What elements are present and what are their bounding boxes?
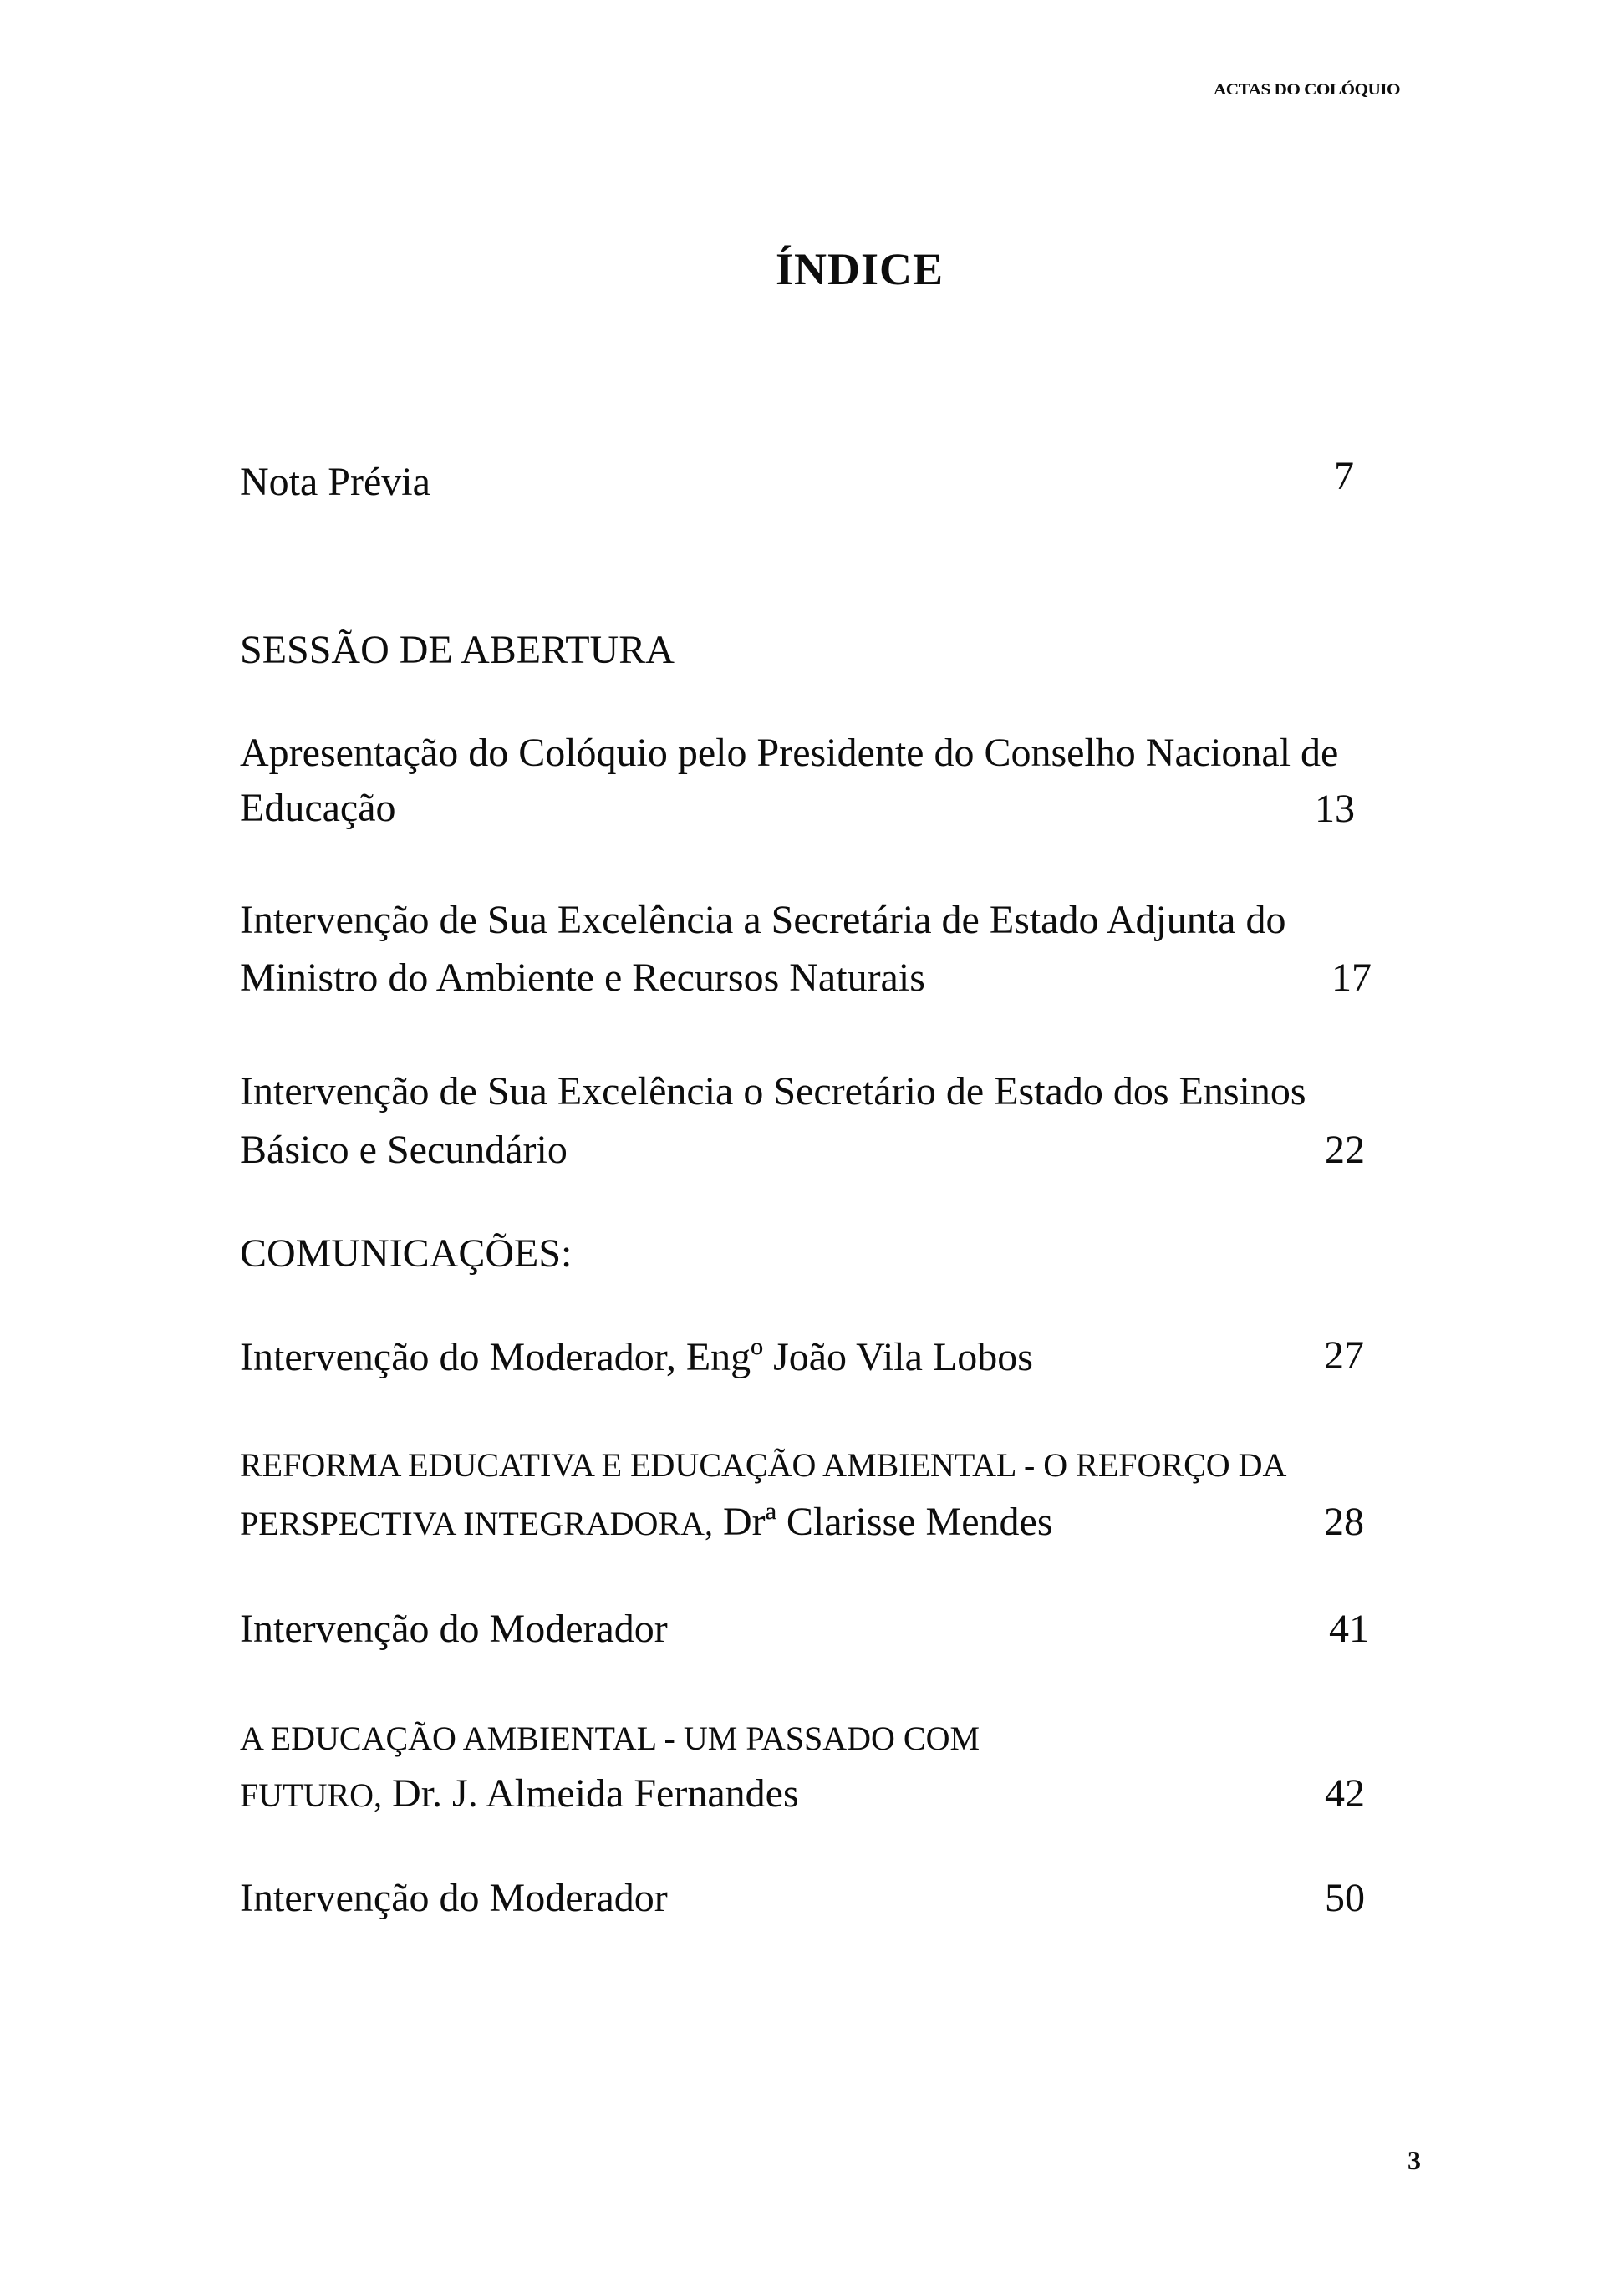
page-number: 3 bbox=[1408, 2145, 1421, 2175]
toc-entry-author: Drª Clarisse Mendes bbox=[713, 1500, 1053, 1544]
toc-entry-text: Básico e Secundário bbox=[240, 1128, 568, 1172]
toc-entry-text: Ministro do Ambiente e Recursos Naturais bbox=[240, 955, 925, 1000]
toc-entry-text: Apresentação do Colóquio pelo Presidente do Conselho Nacional de bbox=[240, 731, 1339, 775]
toc-page-number: 50 bbox=[1325, 1876, 1365, 1920]
toc-entry-title: PERSPECTIVA INTEGRADORA, bbox=[240, 1505, 713, 1542]
toc-entry-text bbox=[240, 1502, 1053, 1542]
toc-entry-text: Intervenção de Sua Excelência o Secretário de Estado dos Ensinos bbox=[240, 1069, 1306, 1113]
section-heading-comunicacoes: COMUNICAÇÕES: bbox=[240, 1231, 573, 1276]
toc-entry-text: REFORMA EDUCATIVA E EDUCAÇÃO AMBIENTAL - O REFORÇO DA bbox=[240, 1446, 1287, 1484]
toc-page-number: 17 bbox=[1331, 955, 1372, 1000]
toc-page-number: 41 bbox=[1329, 1607, 1369, 1651]
toc-entry-text: Nota Prévia bbox=[240, 460, 430, 504]
toc-page-number: 22 bbox=[1325, 1128, 1365, 1172]
toc-entry-text: Educação bbox=[240, 786, 396, 830]
page-title: ÍNDICE bbox=[776, 244, 944, 294]
toc-entry-text bbox=[240, 1771, 799, 1816]
toc-entry-title: FUTURO, bbox=[240, 1776, 383, 1814]
toc-entry-text: Intervenção do Moderador bbox=[240, 1607, 668, 1651]
toc-page-number: 7 bbox=[1334, 454, 1354, 498]
toc-entry-text: Intervenção de Sua Excelência a Secretária de Estado Adjunta do bbox=[240, 898, 1286, 942]
running-header: ACTAS DO COLÓQUIO bbox=[1214, 81, 1401, 99]
toc-entry-text: Intervenção do Moderador, Engº João Vila Lobos bbox=[240, 1335, 1033, 1379]
toc-page-number: 28 bbox=[1324, 1500, 1364, 1544]
toc-entry-author: Dr. J. Almeida Fernandes bbox=[382, 1771, 799, 1816]
section-heading-sessao-abertura: SESSÃO DE ABERTURA bbox=[240, 628, 675, 672]
toc-page-number: 27 bbox=[1324, 1333, 1364, 1378]
toc-page-number: 42 bbox=[1325, 1771, 1365, 1816]
toc-page-number: 13 bbox=[1315, 787, 1355, 831]
toc-entry-text: A EDUCAÇÃO AMBIENTAL - UM PASSADO COM bbox=[240, 1720, 980, 1757]
toc-entry-text: Intervenção do Moderador bbox=[240, 1876, 668, 1920]
